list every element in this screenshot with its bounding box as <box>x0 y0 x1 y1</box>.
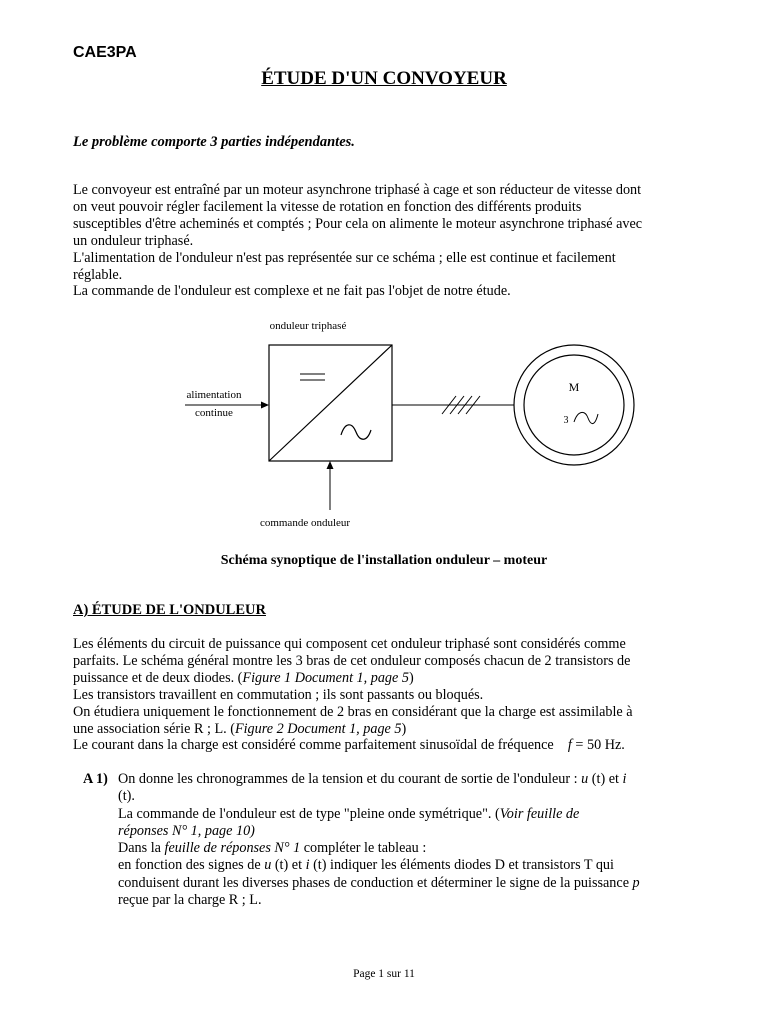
supply-arrowhead <box>261 402 269 409</box>
text-line: La commande de l'onduleur est complexe et ne fait pas l'objet de notre étude. <box>73 283 511 300</box>
label-supply-continuous: continue <box>195 407 233 419</box>
command-arrowhead <box>327 461 334 469</box>
reference-link: Figure 2 Document 1, page 5 <box>234 720 402 737</box>
text-line: on veut pouvoir régler facilement la vitesse de rotation en fonction des différents produits <box>73 198 582 215</box>
text-line: L'alimentation de l'onduleur n'est pas représentée sur ce schéma ; elle est continue et facilement <box>73 249 616 266</box>
text-line: une association série R ; L. (Figure 2 Document 1, page 5) <box>73 720 407 737</box>
text-line: un onduleur triphasé. <box>73 232 194 249</box>
text-line: en fonction des signes de u (t) et i (t) indiquer les éléments diodes D et transistors T qui <box>118 857 614 874</box>
intro-paragraph <box>73 182 713 300</box>
text-line: On donne les chronogrammes de la tension et du courant de sortie de l'onduleur : u (t) et i <box>118 771 627 787</box>
diagram-caption: Schéma synoptique de l'installation onduleur – moteur <box>220 553 548 568</box>
document-code: CAE3PA <box>73 44 137 61</box>
reference-link: Figure 1 Document 1, page 5 <box>242 669 409 686</box>
question-number: A 1) <box>83 771 108 787</box>
text-line: réglable. <box>73 266 123 283</box>
text-line: On étudiera uniquement le fonctionnement de 2 bras en considérant que la charge est assimilable à <box>73 703 633 720</box>
text-line: reçue par la charge R ; L. <box>118 892 262 909</box>
text-line: réponses N° 1, page 10) <box>118 822 255 839</box>
label-command: commande onduleur <box>259 517 351 529</box>
motor-ac-icon <box>574 412 598 423</box>
intro-note: Le problème comporte 3 parties indépendantes. <box>73 134 355 150</box>
text-line: Dans la feuille de réponses N° 1 compléter le tableau : <box>118 840 427 857</box>
inverter-diagonal <box>269 345 392 461</box>
question-a1-body <box>118 771 708 909</box>
text-line: conduisent durant les diverses phases de conduction et déterminer le signe de la puissance p <box>118 874 640 891</box>
text-line: Le courant dans la charge est considéré comme parfaitement sinusoïdal de fréquence f = 50 Hz. <box>73 737 625 754</box>
text-line: Le convoyeur est entraîné par un moteur asynchrone triphasé à cage et son réducteur de vitesse dont <box>73 182 642 198</box>
text-line: Les éléments du circuit de puissance qui composent cet onduleur triphasé sont considérés comme <box>73 636 626 652</box>
text-line: puissance et de deux diodes. (Figure 1 Document 1, page 5) <box>73 669 414 686</box>
section-a-title: A) ÉTUDE DE L'ONDULEUR <box>73 602 266 618</box>
section-a-body <box>73 636 713 754</box>
motor-label: M <box>568 380 580 394</box>
text-line: parfaits. Le schéma général montre les 3 bras de cet onduleur composés chacun de 2 transistors de <box>73 652 631 669</box>
motor-outer-circle <box>514 345 634 465</box>
motor-phases: 3 <box>563 415 569 426</box>
text-line: Les transistors travaillent en commutation ; ils sont passants ou bloqués. <box>73 686 484 703</box>
text-line: La commande de l'onduleur est de type "pleine onde symétrique". (Voir feuille de <box>118 805 580 822</box>
text-line: (t). <box>118 788 135 805</box>
ac-symbol-icon <box>341 425 371 439</box>
page-title: ÉTUDE D'UN CONVOYEUR <box>261 68 507 89</box>
label-supply: alimentation <box>186 389 242 401</box>
motor-inner-circle <box>524 355 624 455</box>
text-line: susceptibles d'être acheminés et comptés ; Pour cela on alimente le moteur asynchrone triphasé avec <box>73 215 643 232</box>
label-inverter: onduleur triphasé <box>269 320 347 332</box>
page-footer: Page 1 sur 11 <box>353 968 415 980</box>
variable-f: f <box>567 737 572 754</box>
block-diagram <box>0 310 768 540</box>
